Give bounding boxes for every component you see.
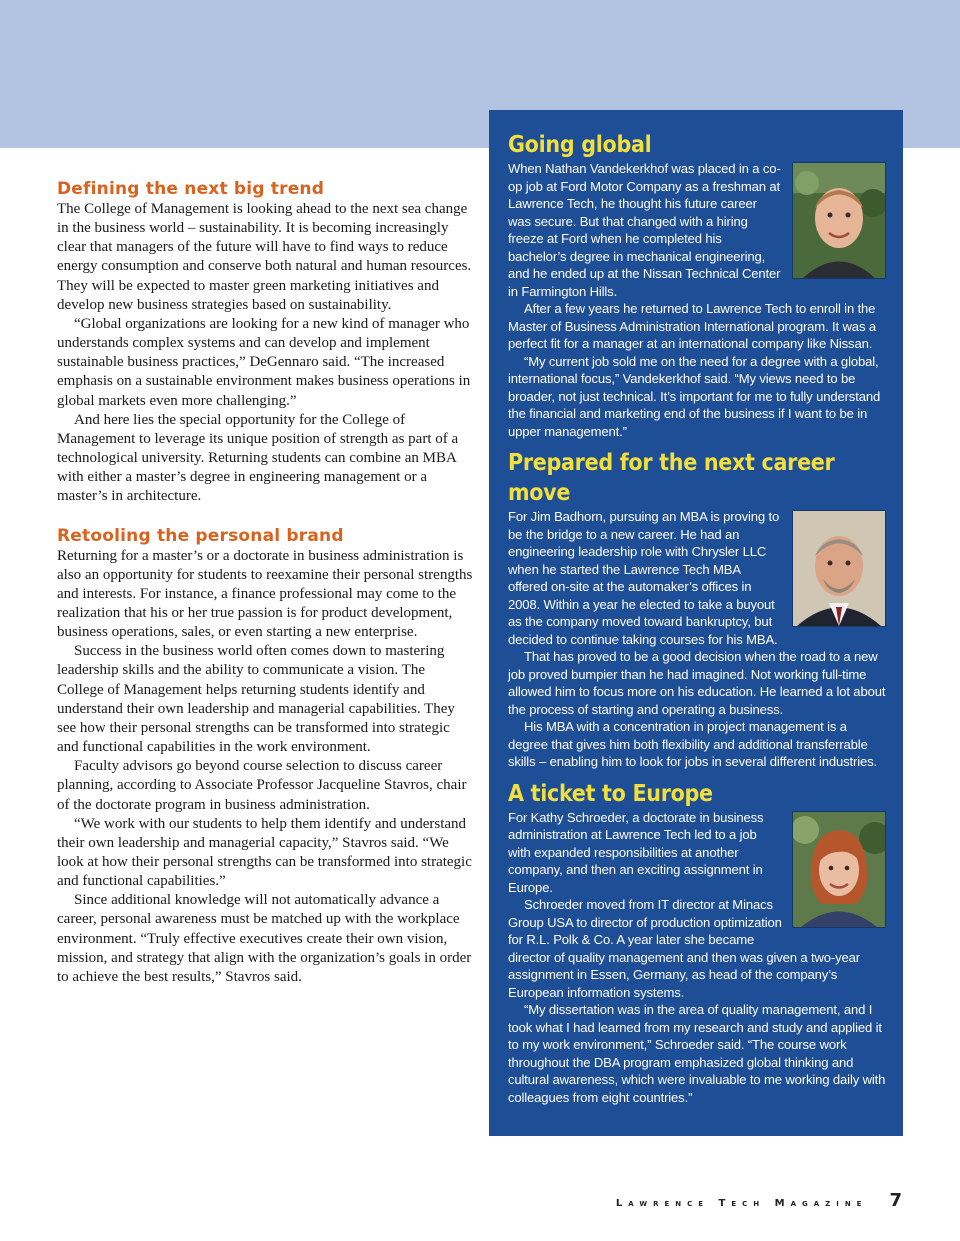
sidebar-heading: Going global [508, 132, 652, 158]
section-heading-trend: Defining the next big trend [57, 179, 325, 199]
article-paragraph: Success in the business world often comes down to mastering leadership skills and the ability to communicate a vision. The College of Management helps returning students identify and understand their own leadership and managerial capabilities. They see how their personal strengths can be transformed into strategic and functional capabilities in the work environment. [57, 643, 455, 756]
sidebar-paragraph: That has proved to be a good decision when the road to a new job proved bumpier than he had imagined. Not working full-time allowed him to focus more on his education. He learned a lot about the process of starting and operating a business. [508, 649, 886, 717]
portrait-photo-badhorn [792, 510, 886, 627]
article-paragraph: The College of Management is looking ahead to the next sea change in the business world – sustainability. It is becoming increasingly clear that managers of the future will have to find ways to reduce energy consumption and conserve both natural and human resources. They will be expected to master green marketing initiatives and develop new business strategies based on sustainability. [57, 201, 472, 313]
sidebar-paragraph: Schroeder moved from IT director at Minacs Group USA to director of production optimization for R.L. Polk & Co. A year later she became director of quality management and then was given a two-year assignment in Essen, Germany, as head of the company’s European information systems. [508, 897, 861, 1000]
profiles-sidebar [489, 110, 903, 1136]
sidebar-paragraph: After a few years he returned to Lawrence Tech to enroll in the Master of Business Administration International program. It was a perfect fit for a manager at an international company like Nissan. [508, 301, 876, 351]
main-article [57, 178, 475, 987]
profile-ticket-europe [508, 779, 887, 1107]
sidebar-paragraph: For Jim Badhorn, pursuing an MBA is proving to be the bridge to a new career. He had an engineering leadership role with Chrysler LLC when he started the Lawrence Tech MBA offered on-site at the automaker’s offices in 2008. Within a year he elected to take a buyout as the company moved toward bankruptcy, but decided to continue taking courses for his MBA. [508, 509, 780, 647]
article-paragraph: “We work with our students to help them identify and understand their own leadership and managerial capacity,” Stavros said. “We look at how their personal strengths can be transformed into strategic and functional capabilities.” [57, 815, 472, 890]
section-spacer [57, 507, 475, 525]
magazine-name: Lawrence Tech Magazine [615, 1198, 868, 1209]
article-paragraph: Returning for a master’s or a doctorate in business administration is also an opportunity for students to reexamine their personal strengths and interests. For instance, a finance professional may come to the realization that his or her true passion is for product development, business operations, sales, or even starting a new enterprise. [57, 547, 473, 641]
sidebar-paragraph: “My current job sold me on the need for a degree with a global, international focus,” Vandekerkhof said. “My views need to be broader, not just technical. It’s important for me to fully understand the financial and marketing end of the business if I want to be in upper management.” [508, 353, 881, 439]
portrait-photo-vandekerkhof [792, 162, 886, 279]
sidebar-paragraph: When Nathan Vandekerkhof was placed in a co-op job at Ford Motor Company as a freshman at Lawrence Tech, he thought his future career was secure. But that changed with a hiring freeze at Ford when he completed his bachelor’s degree in mechanical engineering, and he ended up at the Nissan Technical Center in Farmington Hills. [508, 161, 781, 299]
sidebar-paragraph: “My dissertation was in the area of quality management, and I took what I had learned from my research and study and applied it to my work environment,” Schroeder said. “The course work throughout the DBA program emphasized global thinking and cultural awareness, which were invaluable to me working daily with colleagues from eight countries.” [508, 1002, 886, 1105]
article-paragraph: Since additional knowledge will not automatically advance a career, personal awareness must be matched up with the workplace environment. “Truly effective executives create their own vision, mission, and strategy that align with the organization’s goals in order to achieve the best results,” Stavros said. [57, 892, 472, 985]
sidebar-heading: A ticket to Europe [508, 780, 713, 807]
page-footer [616, 1190, 902, 1211]
page-number: 7 [889, 1190, 902, 1211]
article-paragraph: And here lies the special opportunity for the College of Management to leverage its unique position of strength as part of a technological university. Returning students can combine an MBA with either a master’s degree in engineering management or a master’s in architecture. [57, 411, 459, 505]
article-paragraph: Faculty advisors go beyond course selection to discuss career planning, according to Associate Professor Jacqueline Stavros, chair of the doctorate program in business administration. [57, 758, 467, 813]
article-paragraph: “Global organizations are looking for a new kind of manager who understands complex systems and can develop and implement sustainable business practices,” DeGennaro said. “The increased emphasis on a sustainable environment makes business operations in global markets even more challenging.” [57, 315, 471, 409]
portrait-photo-schroeder [792, 811, 886, 928]
sidebar-paragraph: His MBA with a concentration in project management is a degree that gives him both flexibility and additional transferrable skills – enabling him to look for jobs in several different industries. [508, 719, 878, 769]
profile-career-move [508, 448, 887, 771]
sidebar-heading: Prepared for the next career move [508, 450, 835, 506]
section-heading-brand: Retooling the personal brand [57, 525, 344, 546]
profile-going-global [508, 130, 887, 440]
sidebar-paragraph: For Kathy Schroeder, a doctorate in business administration at Lawrence Tech led to a job with expanded responsibilities at another company, and then an exciting assignment in Europe. [508, 809, 764, 895]
